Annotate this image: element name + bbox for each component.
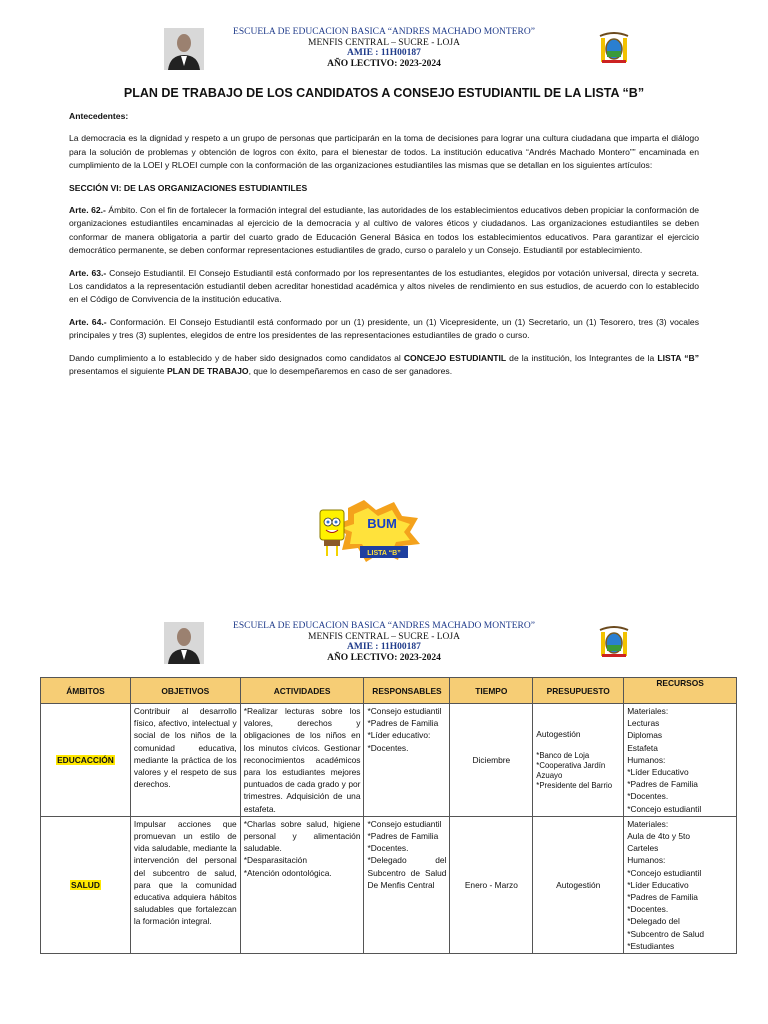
- school-location: MENFIS CENTRAL – SUCRE - LOJA: [308, 37, 460, 48]
- amie-code: AMIE : 11H00187: [347, 642, 421, 652]
- presupuesto-cell: Autogestión *Banco de Loja *Cooperativa Jardín Azuayo *Presidente del Barrio: [533, 704, 624, 817]
- ecuador-coat-of-arms-icon: [598, 30, 630, 66]
- actividades-cell: *Charlas sobre salud, higiene personal y alimentación saludable. *Desparasitación *Atención odontológica.: [240, 816, 364, 953]
- objetivo-cell: Contribuir al desarrollo físico, afectivo, intelectual y social de los niños de la comunidad educativa, mediante la práctica de los valores y el respeto de sus derechos.: [130, 704, 240, 817]
- director-photo: [164, 622, 204, 664]
- col-objetivos: OBJETIVOS: [130, 678, 240, 704]
- logo-subtitle: LISTA “B”: [367, 550, 401, 557]
- table-header-row: [41, 678, 737, 704]
- article-62: Arte. 62.- Ámbito. Con el fin de fortalecer la formación integral del estudiante, las autoridades de los establecimientos educativos deben propiciar la conformación de organizaciones estudiantiles encaminadas al ejercicio de la democracia y al cultivo de valores éticos y ciudadanos. Las organizaciones estudiantiles se deben conformar de manera obligatoria a partir del cuarto grado de Educación General Básica en todos los establecimientos educativos. Para garantizar el ejercicio democrático permanente, se deben conformar representaciones estudiantiles de grado, curso o paralelo y un Consejo. Estudiantil por establecimiento.: [69, 205, 700, 256]
- school-year: AÑO LECTIVO: 2023-2024: [327, 652, 441, 663]
- school-name: ESCUELA DE EDUCACION BASICA “ANDRES MACHADO MONTERO”: [233, 27, 535, 37]
- objetivo-cell: Impulsar acciones que promuevan un estilo de vida saludable, mediante la intervención del personal del subcentro de salud, para que la comunidad educativa adquiera hábitos saludables que fortalezcan la formación integral.: [130, 816, 240, 953]
- col-actividades: ACTIVIDADES: [240, 678, 364, 704]
- col-responsables: RESPONSABLES: [364, 678, 450, 704]
- logo-text: BUM: [367, 516, 397, 531]
- school-name: ESCUELA DE EDUCACION BASICA “ANDRES MACHADO MONTERO”: [233, 621, 535, 631]
- ecuador-coat-of-arms-icon: [598, 624, 630, 660]
- col-presupuesto: PRESUPUESTO: [533, 678, 624, 704]
- ambito-cell: EDUCACCIÓN: [41, 704, 131, 817]
- school-year: AÑO LECTIVO: 2023-2024: [327, 58, 441, 69]
- actividades-cell: *Realizar lecturas sobre los valores, derechos y obligaciones de los niños en los minutos cívicos. Gestionar reconocimientos académicos para los estudiantes mejores puntuados de cada grado y por trimestres. Adquisición de una estafeta.: [240, 704, 364, 817]
- table-row: [41, 704, 737, 817]
- table-row: [41, 816, 737, 953]
- ambito-cell: SALUD: [41, 816, 131, 953]
- col-tiempo: TIEMPO: [450, 678, 533, 704]
- tiempo-cell: Enero - Marzo: [450, 816, 533, 953]
- article-64: Arte. 64.- Conformación. El Consejo Estudiantil está conformado por un (1) presidente, un (1) Vicepresidente, un (1) Secretario, un (1) Tesorero, tres (3) vocales principales y tres (3) suplentes, elegidos de entre los presidentes de las representaciones estudiantiles de grado o curso.: [69, 316, 699, 341]
- responsables-cell: *Consejo estudiantil *Padres de Familia *Docentes. *Delegado del Subcentro de Salud De Menfis Central: [364, 816, 450, 953]
- recursos-cell: Materiales: Aula de 4to y 5to Carteles Humanos: *Concejo estudiantil *Líder Educativo *Padres de Familia *Docentes. *Delegado del *Subcentro de Salud *Estudiantes: [624, 816, 737, 953]
- closing-paragraph: Dando cumplimiento a lo establecido y de haber sido designados como candidatos al CONCEJO ESTUDIANTIL de la institución, los Integrantes de la LISTA “B” presentamos el siguiente PLAN DE TRABAJO, que lo desempeñaremos en caso de ser ganadores.: [69, 352, 700, 377]
- antecedentes-heading: Antecedentes:: [69, 111, 129, 121]
- col-ambitos: ÁMBITOS: [41, 678, 131, 704]
- presupuesto-cell: Autogestión: [533, 816, 624, 953]
- responsables-cell: *Consejo estudiantil *Padres de Familia *Líder educativo: *Docentes.: [364, 704, 450, 817]
- document-body: [69, 110, 699, 388]
- antecedentes-paragraph: La democracia es la dignidad y respeto a un grupo de personas que participarán en la toma de decisiones para lograr una cultura ciudadana que imparta el diálogo para la solución de problemas y obtención de logros con éxito, para el bienestar de todos. La institución educativa “Andrés Machado Montero”” encaminada en cumplimiento de la LOEI y RLOEI cumple con la conformación de las organizaciones estudiantiles las mismas que se detallan en los siguientes artículos:: [69, 133, 699, 171]
- document-title: PLAN DE TRABAJO DE LOS CANDIDATOS A CONSEJO ESTUDIANTIL DE LA LISTA “B”: [123, 86, 645, 100]
- col-recursos: RECURSOS: [624, 678, 737, 704]
- section-heading: SECCIÓN VI: DE LAS ORGANIZACIONES ESTUDIANTILES: [69, 182, 308, 193]
- recursos-cell: Materiales: Lecturas Diplomas Estafeta Humanos: *Líder Educativo *Padres de Familia *Docentes. *Concejo estudiantil: [624, 704, 737, 817]
- tiempo-cell: Diciembre: [450, 704, 533, 817]
- school-location: MENFIS CENTRAL – SUCRE - LOJA: [308, 631, 460, 642]
- director-photo: [164, 28, 204, 70]
- page-header-top: [0, 24, 768, 94]
- amie-code: AMIE : 11H00187: [347, 48, 421, 58]
- article-63: Arte. 63.- Consejo Estudiantil. El Consejo Estudiantil está conformado por los representantes de los estudiantes, elegidos por votación universal, directa y secreta. Los candidatos a la representación estudiantil deben acreditar honestidad académica y altos niveles de rendimiento en sus estudios, de acuerdo con lo establecido en el Código de Convivencia de la institución educativa.: [69, 267, 699, 305]
- lista-b-logo: [318, 498, 422, 564]
- work-plan-table: [40, 677, 737, 954]
